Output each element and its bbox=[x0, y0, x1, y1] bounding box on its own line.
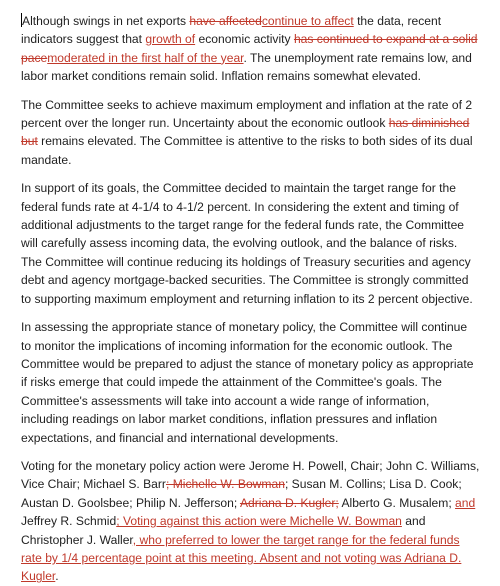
text-run: The Committee seeks to achieve maximum employment and inflation at the rate of 2 percent over the longer run. Uncertainty about the economic outlook bbox=[21, 97, 473, 131]
tracked-deletion[interactable]: have affected bbox=[189, 14, 262, 28]
tracked-deletion[interactable]: has diminished but bbox=[21, 116, 470, 149]
text-run: Alberto G. Musalem; bbox=[338, 495, 456, 510]
paragraph-committee-goals bbox=[21, 96, 480, 170]
tracked-deletion[interactable]: Adriana D. Kugler; bbox=[239, 495, 339, 510]
paragraph-economic-activity bbox=[21, 12, 480, 86]
text-run: the data, recent indicators suggest that bbox=[21, 14, 442, 47]
text-run: . bbox=[55, 569, 59, 584]
text-run: . The unemployment rate remains low, and labor market conditions remain solid. Inflation remains somewhat elevated. bbox=[21, 50, 472, 84]
tracked-insertion[interactable]: continue to affect bbox=[261, 14, 354, 28]
tracked-deletion[interactable]: ; Michelle W. Bowman bbox=[165, 477, 285, 492]
tracked-deletion[interactable]: has continued to expand at a solid pace bbox=[21, 32, 478, 65]
text-run: Jeffrey R. Schmid bbox=[21, 514, 117, 529]
text-run: Although swings in net exports bbox=[22, 14, 190, 28]
paragraph-policy-stance bbox=[21, 318, 480, 447]
text-run: In support of its goals, the Committee decided to maintain the target range for the federal funds rate at 4-1/4 to 4-1/2 percent. In considering the extent and timing of additional adjustments to the target range for the federal funds rate, the Committee will carefully assess incoming data, the evolving outlook, and the balance of risks. The Committee will continue reducing its holdings of Treasury securities and agency debt and agency mortgage-backed securities. The Committee is strongly committed to supporting maximum employment and returning inflation to its 2 percent objective. bbox=[21, 181, 473, 306]
text-run: In assessing the appropriate stance of monetary policy, the Committee will continue to monitor the implications of incoming information for the economic outlook. The Committee would be prepared to adjust the stance of monetary policy as appropriate if risks emerge that could impede the attainment of the Committee's goals. The Committee's assessments will take into account a wide range of information, including readings on labor market conditions, inflation pressures and inflation expectations, and financial and international developments. bbox=[21, 320, 474, 445]
paragraph-voting bbox=[21, 457, 480, 586]
text-run: Voting for the monetary policy action were Jerome H. Powell, Chair; John C. Williams, Vice Chair; Michael S. Barr bbox=[21, 458, 480, 492]
text-run: economic activity bbox=[195, 32, 294, 47]
tracked-insertion[interactable]: growth of bbox=[145, 32, 196, 47]
text-run: ; Susan M. Collins; Lisa D. Cook; Austan D. Goolsbee; Philip N. Jefferson; bbox=[21, 477, 462, 510]
text-run: and Christopher J. Waller bbox=[21, 514, 426, 547]
tracked-insertion[interactable]: and bbox=[455, 495, 476, 510]
tracked-insertion[interactable]: , who preferred to lower the target range for the federal funds rate by 1/4 percentage point at this meeting. Absent and not voting was Adriana D. Kugler bbox=[21, 532, 462, 584]
tracked-insertion[interactable]: moderated in the first half of the year bbox=[47, 50, 244, 65]
tracked-insertion[interactable]: ; Voting against this action were Michelle W. Bowman bbox=[116, 514, 402, 529]
text-run: remains elevated. The Committee is attentive to the risks to both sides of its dual mandate. bbox=[21, 134, 473, 167]
paragraph-policy-decision bbox=[21, 179, 480, 308]
